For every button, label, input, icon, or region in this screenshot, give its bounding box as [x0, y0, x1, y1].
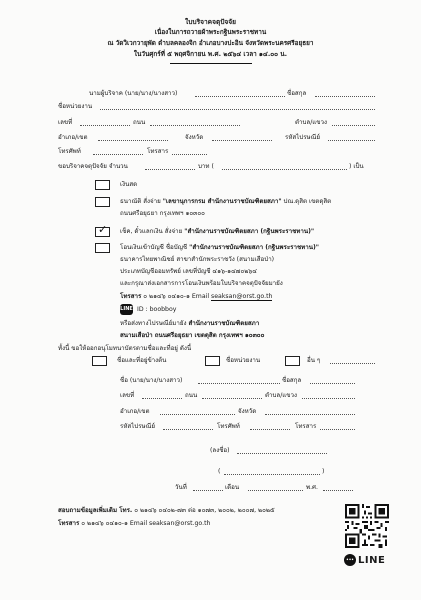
form-date: ในวันศุกร์ที่ ๕ พฤศจิกายน พ.ศ. ๒๕๖๔ เวลา ๑๔.๐๐ น. — [133, 50, 288, 58]
receipt-number-label: เลขที่ — [120, 392, 135, 399]
province-label: จังหวัด — [185, 134, 204, 141]
fax-label: โทรสาร — [147, 148, 169, 155]
receipt-phone-field[interactable] — [250, 429, 290, 430]
road-label: ถนน — [133, 119, 146, 126]
phone-label: โทรศัพท์ — [58, 148, 81, 155]
agency-label: ชื่อหน่วยงาน — [58, 103, 93, 110]
receipt-intro: ทั้งนี้ ขอให้ออกอนุโมทนาบัตรตามชื่อและที่อยู่ ดังนี้ — [58, 345, 192, 352]
signature-field[interactable] — [237, 453, 327, 454]
form-subtitle: เนื่องในการถวายผ้าพระกฐินพระราชทาน — [154, 28, 267, 36]
mail-address: สนามเสือป่า ถนนศรีอยุธยา เขตดุสิต กรุงเทพฯ ๑๐๓๐๐ — [120, 332, 265, 339]
number-field[interactable] — [80, 125, 130, 126]
receipt-district-label: อำเภอ/เขต — [120, 408, 150, 415]
receipt-above-checkbox[interactable] — [92, 356, 107, 366]
signature-paren-open: ( — [218, 468, 221, 475]
qr-code-icon — [345, 504, 389, 548]
date-day-label: วันที่ — [175, 484, 187, 491]
title-underline — [170, 63, 252, 64]
signature-paren-close: ) — [322, 468, 325, 475]
receipt-surname-label: ชื่อสกุล — [282, 377, 302, 384]
receipt-road-field[interactable] — [202, 398, 262, 399]
receipt-surname-field[interactable] — [310, 383, 355, 384]
date-year-label: พ.ศ. — [306, 484, 318, 491]
bank-transfer-checkbox[interactable] — [95, 243, 110, 253]
bank-transfer-label: โอนเงินเข้าบัญชี ชื่อบัญชี "สำนักงานราชบัณฑิตยสภา (กฐินพระราชทาน)" — [120, 244, 319, 251]
subdistrict-label: ตำบล/แขวง — [295, 119, 328, 126]
road-field[interactable] — [150, 125, 240, 126]
money-order-checkbox[interactable] — [95, 197, 110, 207]
receipt-name-label: ชื่อ (นาย/นาง/นางสาว) — [120, 377, 183, 384]
line-app-icon: LINE — [120, 304, 133, 315]
receipt-agency-label: ชื่อหน่วยงาน — [226, 357, 261, 364]
amount-baht-label: บาท ( — [198, 163, 214, 170]
receipt-other-field[interactable] — [330, 363, 375, 364]
donor-surname-field[interactable] — [315, 96, 375, 97]
cheque-label: เช็ค, ดั๋วแลกเงิน สั่งจ่าย "สำนักงานราชบัณฑิตยสภา (กฐินพระราชทาน)" — [120, 228, 315, 235]
province-field[interactable] — [212, 140, 272, 141]
date-month-label: เดือน — [225, 484, 240, 491]
number-label: เลขที่ — [58, 119, 73, 126]
form-location: ณ วัดวิเวกวายุพัด ตำบลคลองจิก อำเภอบางปะอิน จังหวัดพระนครศรีอยุธยา — [107, 39, 314, 47]
amount-text-field[interactable] — [222, 169, 347, 170]
donor-name-field[interactable] — [195, 96, 285, 97]
date-month-field[interactable] — [248, 490, 303, 491]
receipt-district-field[interactable] — [160, 414, 235, 415]
footer-fax: โทรสาร ๐ ๒๑๔๖ ๐๔๑๐-๑ Email seaksan@orst.go.th — [58, 520, 211, 527]
postal-label: รหัสไปรษณีย์ — [285, 134, 320, 141]
mail-label: หรือส่งทางไปรษณีย์มายัง สำนักงานราชบัณฑิตยสภา — [120, 320, 260, 327]
district-label: อำเภอ/เขต — [58, 134, 88, 141]
money-order-label: ธนาณัติ สั่งจ่าย "เลขานุการกรม สำนักงานราชบัณฑิตยสภา" ปณ.ดุสิต เขตดุสิต — [120, 198, 332, 205]
district-field[interactable] — [98, 140, 168, 141]
money-order-address: ถนนศรีอยุธยา กรุงเทพฯ ๑๐๓๐๐ — [120, 210, 205, 217]
receipt-province-field[interactable] — [265, 414, 355, 415]
receipt-name-field[interactable] — [198, 383, 280, 384]
cheque-checkmark-icon: ✓ — [98, 223, 108, 236]
amount-label: ขอบริจาคจตุปัจจัย จำนวน — [58, 163, 128, 170]
bank-instruction: และกรุณาส่งเอกสารการโอนเงินพร้อมใบบริจาคจตุปัจจัยมายัง — [120, 280, 283, 287]
agency-field[interactable] — [100, 109, 375, 110]
donor-name-label: นามผู้บริจาค (นาย/นาง/นางสาว) — [89, 90, 178, 97]
fax-contact: โทรสาร ๐ ๒๑๔๖ ๐๔๑๐-๑ Email seaksan@orst.go.th — [120, 293, 273, 300]
receipt-above-label: ชื่อและที่อยู่ข้างต้น — [117, 357, 167, 364]
bank-name: ธนาคารไทยพาณิชย์ สาขาสำนักพระราชวัง (สนามเสือป่า) — [120, 256, 275, 263]
receipt-fax-field[interactable] — [320, 429, 355, 430]
form-title: ใบบริจาคจตุปัจจัย — [184, 18, 237, 26]
cash-checkbox[interactable] — [95, 180, 110, 190]
line-id: ID : boobboy — [137, 305, 177, 313]
date-year-field[interactable] — [323, 490, 353, 491]
phone-field[interactable] — [93, 154, 143, 155]
receipt-other-checkbox[interactable] — [285, 356, 300, 366]
line-contact — [120, 304, 176, 315]
fax-field[interactable] — [172, 154, 207, 155]
signature-name-field[interactable] — [224, 474, 320, 475]
date-day-field[interactable] — [193, 490, 223, 491]
postal-field[interactable] — [328, 140, 375, 141]
line-circle-icon: ••• — [344, 554, 356, 566]
receipt-agency-checkbox[interactable] — [205, 356, 220, 366]
donor-surname-label: ชื่อสกุล — [287, 90, 307, 97]
receipt-postal-label: รหัสไปรษณีย์ — [120, 423, 155, 430]
receipt-phone-label: โทรศัพท์ — [217, 423, 240, 430]
line-brand-logo — [344, 554, 385, 566]
receipt-fax-label: โทรสาร — [295, 423, 317, 430]
receipt-number-field[interactable] — [142, 398, 182, 399]
line-brand-text: LINE — [358, 554, 386, 566]
footer-contact: สอบถามข้อมูลเพิ่มเติม โทร. ๐ ๒๑๔๖ ๐๔๐๒-๗๓ ต่อ ๑๐๗๓, ๒๐๐๒, ๒๐๐๗, ๒๐๒๕ — [58, 507, 275, 514]
receipt-province-label: จังหวัด — [238, 408, 257, 415]
receipt-subdistrict-field[interactable] — [302, 398, 355, 399]
signature-label: (ลงชื่อ) — [210, 447, 230, 454]
subdistrict-field[interactable] — [332, 125, 375, 126]
amount-suffix: ) เป็น — [349, 163, 364, 170]
receipt-road-label: ถนน — [185, 392, 198, 399]
amount-field[interactable] — [145, 169, 195, 170]
cash-label: เงินสด — [120, 181, 138, 188]
receipt-other-label: อื่น ๆ — [307, 357, 321, 364]
receipt-subdistrict-label: ตำบล/แขวง — [265, 392, 298, 399]
receipt-postal-field[interactable] — [163, 429, 213, 430]
bank-account: ประเภทบัญชีออมทรัพย์ เลขที่บัญชี ๔๑๖-๑๔๗๐๒๖๔ — [120, 268, 257, 275]
